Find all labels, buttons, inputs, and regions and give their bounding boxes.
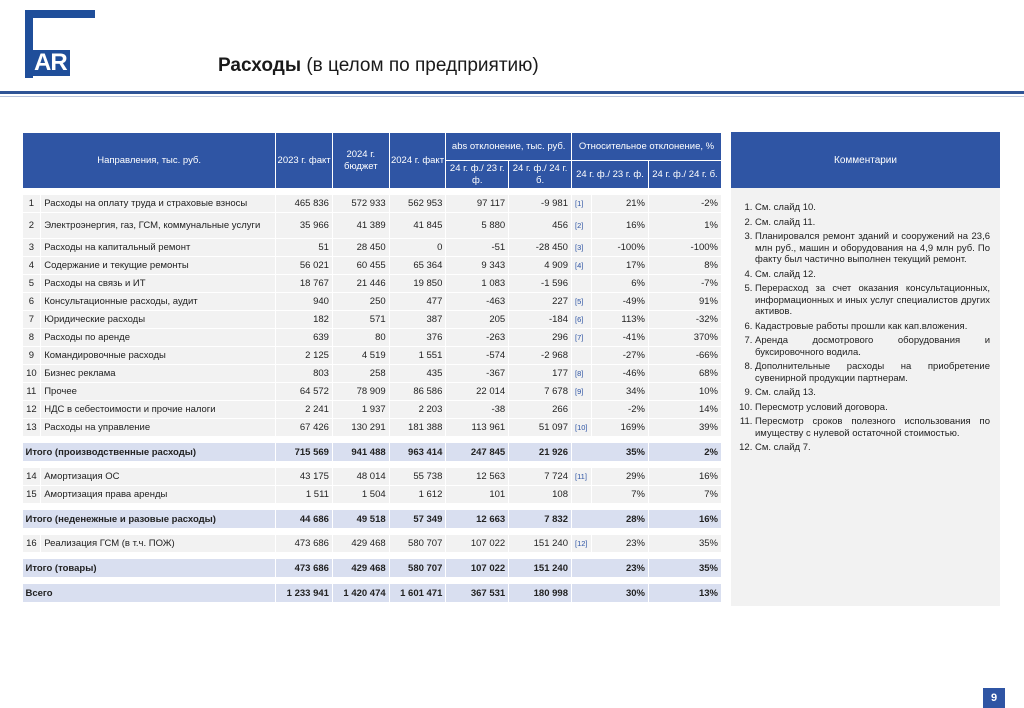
row-number: 3 (23, 239, 41, 257)
cell-fact-2023: 1 511 (276, 486, 333, 504)
table-row (23, 239, 722, 257)
header-fact-2024: 2024 г. факт (389, 133, 446, 189)
cell-rel-23: 169% (592, 419, 649, 437)
cell-comment-ref: [5] (571, 293, 591, 311)
cell-fact-2024: 65 364 (389, 257, 446, 275)
cell-fact-2024: 435 (389, 365, 446, 383)
total-fact-2024: 1 601 471 (389, 584, 446, 603)
cell-abs-24: -9 981 (509, 195, 572, 213)
total-row (23, 510, 722, 529)
header-sub-rel-24: 24 г. ф./ 24 г. б. (648, 161, 721, 189)
row-name: Прочее (41, 383, 276, 401)
cell-fact-2024: 580 707 (389, 535, 446, 553)
table-row (23, 401, 722, 419)
page-number: 9 (983, 688, 1005, 708)
row-number: 11 (23, 383, 41, 401)
cell-comment-ref: [1] (571, 195, 591, 213)
cell-rel-23: -41% (592, 329, 649, 347)
row-name: Расходы на управление (41, 419, 276, 437)
cell-rel-23: 16% (592, 213, 649, 239)
total-rel-24: 2% (648, 443, 721, 462)
cell-budget-2024: 258 (332, 365, 389, 383)
cell-fact-2024: 55 738 (389, 468, 446, 486)
page-title-rest: (в целом по предприятию) (301, 55, 539, 76)
page-title-bold: Расходы (218, 55, 302, 76)
total-label: Итого (неденежные и разовые расходы) (23, 510, 276, 529)
total-label: Итого (товары) (23, 559, 276, 578)
cell-comment-ref (571, 486, 591, 504)
cell-rel-24: 10% (648, 383, 721, 401)
cell-fact-2023: 803 (276, 365, 333, 383)
cell-rel-24: 39% (648, 419, 721, 437)
row-name: Консультационные расходы, аудит (41, 293, 276, 311)
cell-budget-2024: 78 909 (332, 383, 389, 401)
cell-budget-2024: 80 (332, 329, 389, 347)
cell-rel-24: 1% (648, 213, 721, 239)
cell-abs-23: -38 (446, 401, 509, 419)
cell-rel-23: 17% (592, 257, 649, 275)
comments-list (731, 188, 1000, 454)
cell-rel-23: 113% (592, 311, 649, 329)
cell-abs-24: 151 240 (509, 535, 572, 553)
row-number: 7 (23, 311, 41, 329)
total-rel-23: 28% (571, 510, 648, 529)
cell-comment-ref: [12] (571, 535, 591, 553)
cell-fact-2023: 2 241 (276, 401, 333, 419)
comment-item: 1. См. слайд 10. (755, 202, 990, 214)
cell-budget-2024: 130 291 (332, 419, 389, 437)
comment-item: 7. Аренда досмотрового оборудования и буксировочного водила. (755, 335, 990, 358)
comment-item: 8. Дополнительные расходы на приобретение сувенирной продукции партнерам. (755, 361, 990, 384)
cell-abs-23: 12 563 (446, 468, 509, 486)
cell-rel-23: -27% (592, 347, 649, 365)
total-budget-2024: 429 468 (332, 559, 389, 578)
comment-item: 5. Перерасход за счет оказания консультационных, информационных и иных услуг специалистов других активов. (755, 283, 990, 318)
cell-budget-2024: 41 389 (332, 213, 389, 239)
cell-abs-24: -28 450 (509, 239, 572, 257)
cell-rel-24: -7% (648, 275, 721, 293)
cell-budget-2024: 429 468 (332, 535, 389, 553)
comment-item: 10. Пересмотр условий договора. (755, 402, 990, 414)
total-abs-24: 151 240 (509, 559, 572, 578)
table-row (23, 195, 722, 213)
cell-comment-ref: [4] (571, 257, 591, 275)
cell-rel-24: 370% (648, 329, 721, 347)
header-abs-deviation: abs отклонение, тыс. руб. (446, 133, 572, 161)
cell-abs-23: 101 (446, 486, 509, 504)
cell-fact-2023: 2 125 (276, 347, 333, 365)
cell-comment-ref: [7] (571, 329, 591, 347)
row-number: 2 (23, 213, 41, 239)
table-row (23, 365, 722, 383)
cell-rel-24: 14% (648, 401, 721, 419)
cell-rel-23: -49% (592, 293, 649, 311)
cell-rel-24: 16% (648, 468, 721, 486)
cell-budget-2024: 21 446 (332, 275, 389, 293)
row-number: 14 (23, 468, 41, 486)
row-name: Расходы по аренде (41, 329, 276, 347)
row-name: Командировочные расходы (41, 347, 276, 365)
cell-abs-23: 107 022 (446, 535, 509, 553)
cell-fact-2023: 56 021 (276, 257, 333, 275)
cell-rel-24: 68% (648, 365, 721, 383)
cell-rel-23: -2% (592, 401, 649, 419)
cell-fact-2023: 473 686 (276, 535, 333, 553)
cell-abs-24: -184 (509, 311, 572, 329)
cell-rel-24: -32% (648, 311, 721, 329)
cell-abs-23: -367 (446, 365, 509, 383)
row-name: Юридические расходы (41, 311, 276, 329)
cell-budget-2024: 1 504 (332, 486, 389, 504)
cell-budget-2024: 572 933 (332, 195, 389, 213)
row-number: 16 (23, 535, 41, 553)
total-row (23, 559, 722, 578)
header-rel-deviation: Относительное отклонение, % (571, 133, 721, 161)
cell-fact-2023: 639 (276, 329, 333, 347)
cell-budget-2024: 250 (332, 293, 389, 311)
row-name: Бизнес реклама (41, 365, 276, 383)
total-budget-2024: 49 518 (332, 510, 389, 529)
header-fact-2023: 2023 г. факт (276, 133, 333, 189)
cell-budget-2024: 60 455 (332, 257, 389, 275)
total-abs-23: 367 531 (446, 584, 509, 603)
cell-comment-ref (571, 275, 591, 293)
cell-abs-23: 205 (446, 311, 509, 329)
table-row (23, 275, 722, 293)
cell-abs-23: -51 (446, 239, 509, 257)
cell-fact-2023: 43 175 (276, 468, 333, 486)
cell-abs-24: 4 909 (509, 257, 572, 275)
cell-rel-23: 23% (592, 535, 649, 553)
cell-abs-24: 51 097 (509, 419, 572, 437)
total-fact-2023: 44 686 (276, 510, 333, 529)
total-row (23, 443, 722, 462)
cell-fact-2023: 67 426 (276, 419, 333, 437)
cell-budget-2024: 1 937 (332, 401, 389, 419)
table-row (23, 311, 722, 329)
row-number: 13 (23, 419, 41, 437)
cell-fact-2024: 1 551 (389, 347, 446, 365)
cell-fact-2024: 1 612 (389, 486, 446, 504)
cell-budget-2024: 28 450 (332, 239, 389, 257)
cell-fact-2023: 35 966 (276, 213, 333, 239)
cell-rel-23: 7% (592, 486, 649, 504)
comment-item: 3. Планировался ремонт зданий и сооружений на 23,6 млн руб., машин и оборудования на 4,9 млн руб. По факту был частично выполнен текущий ремонт. (755, 231, 990, 266)
cell-fact-2024: 0 (389, 239, 446, 257)
comment-item: 4. См. слайд 12. (755, 269, 990, 281)
cell-budget-2024: 48 014 (332, 468, 389, 486)
table-row (23, 213, 722, 239)
row-name: Амортизация ОС (41, 468, 276, 486)
cell-fact-2024: 86 586 (389, 383, 446, 401)
comment-item: 12. См. слайд 7. (755, 442, 990, 454)
cell-fact-2024: 2 203 (389, 401, 446, 419)
total-rel-23: 35% (571, 443, 648, 462)
cell-budget-2024: 4 519 (332, 347, 389, 365)
table-row (23, 257, 722, 275)
cell-abs-24: 266 (509, 401, 572, 419)
total-fact-2024: 57 349 (389, 510, 446, 529)
cell-fact-2023: 182 (276, 311, 333, 329)
cell-abs-24: 177 (509, 365, 572, 383)
cell-fact-2024: 181 388 (389, 419, 446, 437)
cell-rel-24: 8% (648, 257, 721, 275)
cell-fact-2024: 477 (389, 293, 446, 311)
cell-comment-ref (571, 401, 591, 419)
comment-item: 2. См. слайд 11. (755, 217, 990, 229)
cell-rel-23: 21% (592, 195, 649, 213)
cell-rel-24: 91% (648, 293, 721, 311)
cell-comment-ref: [2] (571, 213, 591, 239)
total-fact-2023: 715 569 (276, 443, 333, 462)
cell-rel-24: -66% (648, 347, 721, 365)
header-budget-2024: 2024 г. бюджет (332, 133, 389, 189)
comments-panel (731, 132, 1000, 606)
cell-abs-23: -463 (446, 293, 509, 311)
total-rel-23: 30% (571, 584, 648, 603)
total-fact-2023: 1 233 941 (276, 584, 333, 603)
cell-fact-2023: 18 767 (276, 275, 333, 293)
table-row (23, 486, 722, 504)
total-abs-24: 7 832 (509, 510, 572, 529)
expenses-table (22, 132, 722, 603)
cell-rel-24: -2% (648, 195, 721, 213)
row-number: 10 (23, 365, 41, 383)
cell-fact-2024: 376 (389, 329, 446, 347)
cell-comment-ref: [3] (571, 239, 591, 257)
total-abs-23: 247 845 (446, 443, 509, 462)
total-abs-23: 107 022 (446, 559, 509, 578)
row-name: Электроэнергия, газ, ГСМ, коммунальные услуги (41, 213, 276, 239)
cell-comment-ref: [8] (571, 365, 591, 383)
cell-fact-2024: 19 850 (389, 275, 446, 293)
cell-fact-2024: 41 845 (389, 213, 446, 239)
header-divider (0, 91, 1024, 94)
cell-abs-23: 1 083 (446, 275, 509, 293)
row-name: Расходы на связь и ИТ (41, 275, 276, 293)
cell-fact-2024: 562 953 (389, 195, 446, 213)
row-name: Расходы на капитальный ремонт (41, 239, 276, 257)
table-row (23, 419, 722, 437)
row-name: Содержание и текущие ремонты (41, 257, 276, 275)
cell-rel-24: 35% (648, 535, 721, 553)
row-name: Реализация ГСМ (в т.ч. ПОЖ) (41, 535, 276, 553)
row-number: 12 (23, 401, 41, 419)
company-logo (25, 10, 95, 78)
row-number: 8 (23, 329, 41, 347)
table-row (23, 468, 722, 486)
total-rel-24: 13% (648, 584, 721, 603)
total-rel-24: 35% (648, 559, 721, 578)
total-abs-23: 12 663 (446, 510, 509, 529)
header-divider-thin (0, 96, 1024, 97)
cell-budget-2024: 571 (332, 311, 389, 329)
cell-rel-23: 34% (592, 383, 649, 401)
cell-abs-24: 7 724 (509, 468, 572, 486)
comment-item: 9. См. слайд 13. (755, 387, 990, 399)
logo-text: AR (31, 50, 70, 76)
cell-abs-24: 227 (509, 293, 572, 311)
cell-abs-24: 296 (509, 329, 572, 347)
cell-comment-ref: [10] (571, 419, 591, 437)
cell-comment-ref: [6] (571, 311, 591, 329)
total-budget-2024: 1 420 474 (332, 584, 389, 603)
table-row (23, 293, 722, 311)
comment-item: 6. Кадастровые работы прошли как кап.вложения. (755, 321, 990, 333)
comments-header: Комментарии (731, 132, 1000, 188)
cell-abs-24: 7 678 (509, 383, 572, 401)
cell-rel-23: -100% (592, 239, 649, 257)
total-fact-2024: 580 707 (389, 559, 446, 578)
cell-rel-23: -46% (592, 365, 649, 383)
cell-abs-23: 97 117 (446, 195, 509, 213)
cell-comment-ref: [9] (571, 383, 591, 401)
total-rel-23: 23% (571, 559, 648, 578)
cell-abs-24: 456 (509, 213, 572, 239)
table-row (23, 383, 722, 401)
cell-comment-ref: [11] (571, 468, 591, 486)
cell-rel-24: 7% (648, 486, 721, 504)
row-number: 6 (23, 293, 41, 311)
total-label: Итого (производственные расходы) (23, 443, 276, 462)
cell-rel-24: -100% (648, 239, 721, 257)
row-name: Расходы на оплату труда и страховые взносы (41, 195, 276, 213)
page-title (218, 55, 539, 77)
cell-abs-23: 9 343 (446, 257, 509, 275)
cell-fact-2023: 940 (276, 293, 333, 311)
cell-abs-23: -574 (446, 347, 509, 365)
cell-fact-2023: 51 (276, 239, 333, 257)
header-sub-abs-24: 24 г. ф./ 24 г. б. (509, 161, 572, 189)
total-rel-24: 16% (648, 510, 721, 529)
table-row (23, 535, 722, 553)
total-label: Всего (23, 584, 276, 603)
total-row (23, 584, 722, 603)
row-number: 1 (23, 195, 41, 213)
cell-abs-23: 22 014 (446, 383, 509, 401)
table-row (23, 347, 722, 365)
cell-abs-23: 5 880 (446, 213, 509, 239)
row-name: Амортизация права аренды (41, 486, 276, 504)
table-row (23, 329, 722, 347)
header-sub-abs-23: 24 г. ф./ 23 г. ф. (446, 161, 509, 189)
row-number: 5 (23, 275, 41, 293)
row-number: 9 (23, 347, 41, 365)
row-number: 15 (23, 486, 41, 504)
cell-comment-ref (571, 347, 591, 365)
total-abs-24: 180 998 (509, 584, 572, 603)
cell-abs-23: -263 (446, 329, 509, 347)
header-direction: Направления, тыс. руб. (23, 133, 276, 189)
cell-abs-24: -1 596 (509, 275, 572, 293)
total-abs-24: 21 926 (509, 443, 572, 462)
cell-abs-23: 113 961 (446, 419, 509, 437)
comment-item: 11. Пересмотр сроков полезного использования по имуществу с нулевой остаточной стоимостью. (755, 416, 990, 439)
row-number: 4 (23, 257, 41, 275)
cell-abs-24: 108 (509, 486, 572, 504)
cell-fact-2023: 465 836 (276, 195, 333, 213)
total-fact-2024: 963 414 (389, 443, 446, 462)
row-name: НДС в себестоимости и прочие налоги (41, 401, 276, 419)
cell-rel-23: 6% (592, 275, 649, 293)
total-budget-2024: 941 488 (332, 443, 389, 462)
cell-abs-24: -2 968 (509, 347, 572, 365)
header-sub-rel-23: 24 г. ф./ 23 г. ф. (571, 161, 648, 189)
total-fact-2023: 473 686 (276, 559, 333, 578)
cell-fact-2023: 64 572 (276, 383, 333, 401)
cell-fact-2024: 387 (389, 311, 446, 329)
cell-rel-23: 29% (592, 468, 649, 486)
